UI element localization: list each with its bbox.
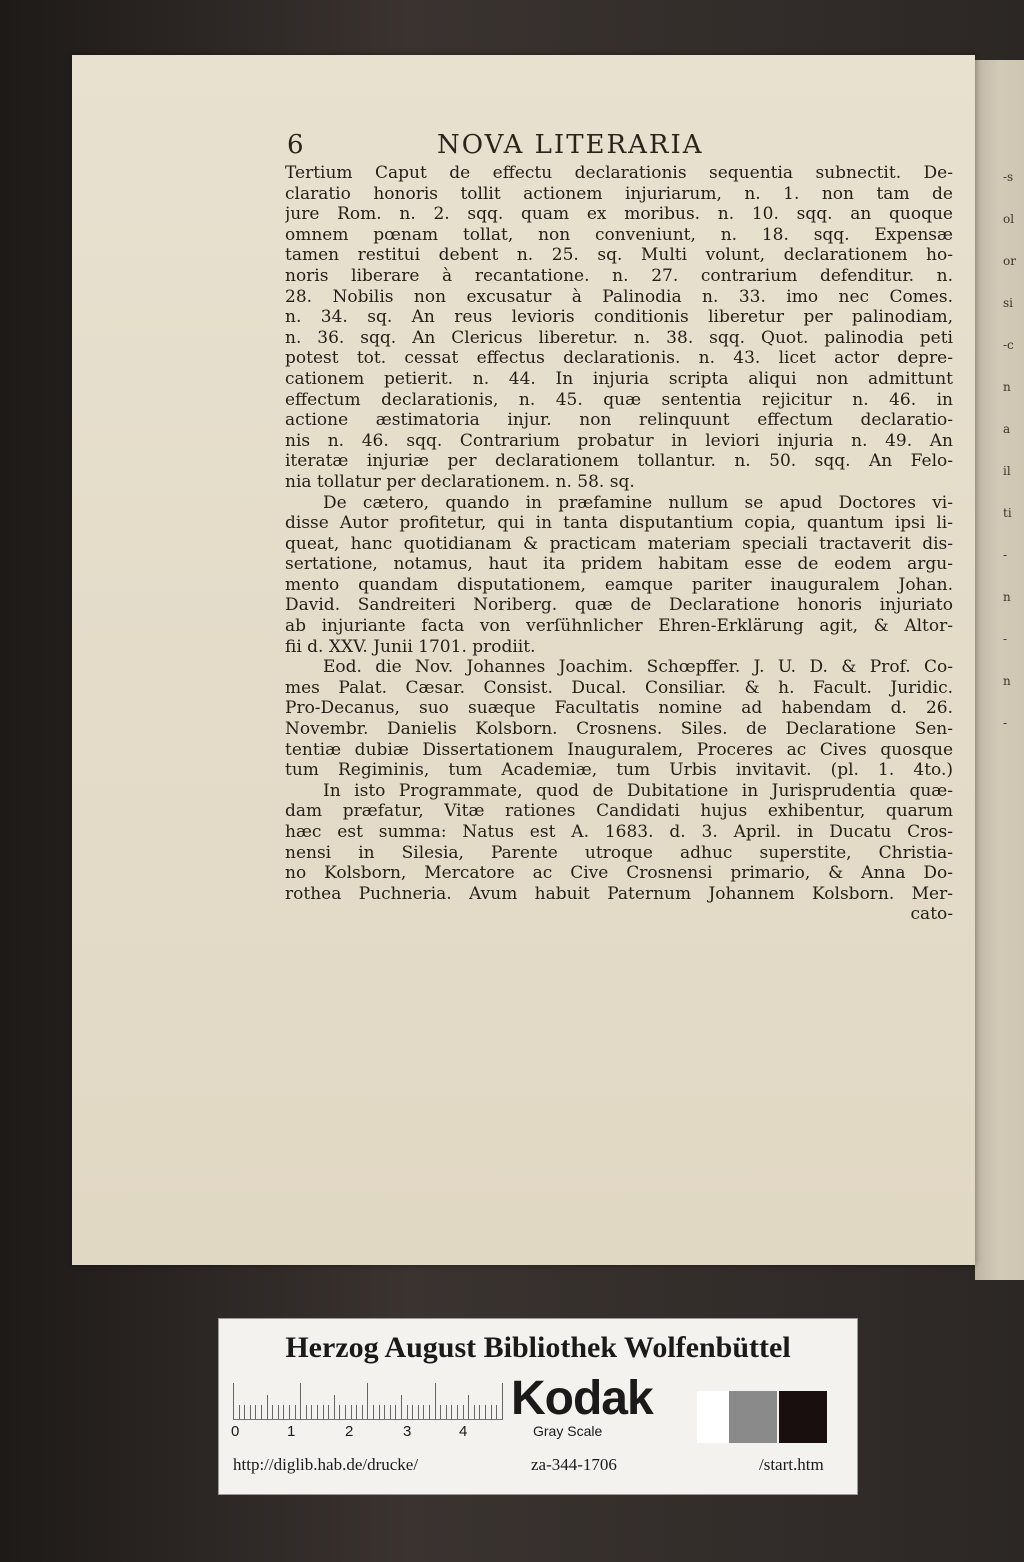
facing-page-fragment: n xyxy=(1003,674,1011,688)
ruler-tick xyxy=(351,1405,352,1419)
ruler-tick xyxy=(491,1405,492,1419)
gray-scale-caption: Gray Scale xyxy=(533,1423,603,1439)
ruler-tick xyxy=(457,1405,458,1419)
text-line: n. 34. sq. An reus levioris conditionis liberetur per palinodiam, xyxy=(285,307,953,328)
ruler-tick xyxy=(463,1405,464,1419)
kodak-logo: Kodak xyxy=(511,1372,653,1425)
facing-page-edge xyxy=(975,60,1024,1280)
ruler-tick xyxy=(272,1405,273,1419)
ruler-tick xyxy=(295,1405,296,1419)
ruler-tick xyxy=(289,1405,290,1419)
ruler-tick xyxy=(446,1405,447,1419)
ruler-tick xyxy=(261,1405,262,1419)
text-line: rothea Puchneria. Avum habuit Paternum Johannem Kolsborn. Mer- xyxy=(285,883,953,904)
text-line: nia tollatur per declarationem. n. 58. sq. xyxy=(285,471,635,492)
text-line: Eod. die Nov. Johannes Joachim. Schœpffer. J. U. D. & Prof. Co- xyxy=(323,657,953,678)
ruler-tick xyxy=(429,1405,430,1419)
running-header xyxy=(287,130,704,160)
text-line: 28. Nobilis non excusatur à Palinodia n. 33. imo nec Comes. xyxy=(285,286,953,307)
ruler-tick xyxy=(255,1405,256,1419)
gray-swatch xyxy=(729,1391,777,1443)
page-body xyxy=(285,163,953,925)
text-line: n. 36. sqq. An Clericus liberetur. n. 38. sqq. Quot. palinodia peti xyxy=(285,327,953,348)
ruler-tick xyxy=(390,1405,391,1419)
facing-page-fragment: - xyxy=(1003,632,1008,646)
ruler-tick xyxy=(485,1405,486,1419)
black-swatch xyxy=(779,1391,827,1443)
ruler-tick xyxy=(384,1405,385,1419)
text-line: nis n. 46. sqq. Contrarium probatur in leviori injuria n. 49. An xyxy=(285,430,953,451)
ruler-tick xyxy=(356,1405,357,1419)
library-name: Herzog August Bibliothek Wolfenbüttel xyxy=(285,1331,791,1364)
ruler-tick xyxy=(323,1405,324,1419)
ruler-tick xyxy=(401,1395,402,1419)
facing-page-fragment: - xyxy=(1003,548,1008,562)
ruler-tick xyxy=(362,1405,363,1419)
text-line: omnem pœnam tollat, non conveniunt, n. 18. sqq. Expensæ xyxy=(285,224,953,245)
ruler-tick xyxy=(379,1405,380,1419)
text-line: De cætero, quando in præfamine nullum se apud Doctores vi- xyxy=(323,492,953,513)
digitization-label xyxy=(218,1318,858,1495)
ruler-tick xyxy=(451,1405,452,1419)
ruler xyxy=(233,1379,503,1420)
text-line: noris liberare à recantatione. n. 27. contrarium defenditur. n. xyxy=(285,265,953,286)
text-line: queat, hanc quotidianam & practicam materiam speciali tractaverit dis- xyxy=(285,533,953,554)
ruler-tick xyxy=(479,1405,480,1419)
ruler-tick xyxy=(300,1383,301,1419)
ruler-tick xyxy=(423,1405,424,1419)
ruler-tick xyxy=(435,1383,436,1419)
text-line: iteratæ injuriæ per declarationem tollantur. n. 50. sqq. An Felo- xyxy=(285,451,953,472)
text-line: nensi in Silesia, Parente utroque adhuc superstite, Christia- xyxy=(285,842,953,863)
facing-page-fragment: ol xyxy=(1003,212,1015,226)
ruler-tick xyxy=(345,1405,346,1419)
text-line: Pro-Decanus, suo suæque Facultatis nomine ad habendam d. 26. xyxy=(285,698,953,719)
text-line: hæc est summa: Natus est A. 1683. d. 3. April. in Ducatu Cros- xyxy=(285,822,953,842)
text-line: dam præfatur, Vitæ rationes Candidati hujus exhibentur, quarum xyxy=(285,801,953,822)
page-number: 6 xyxy=(287,130,306,160)
text-line: disse Autor profitetur, qui in tanta disputantium copia, quantum ipsi li- xyxy=(285,513,953,534)
facing-page-fragment: - xyxy=(1003,716,1008,730)
ruler-number: 0 xyxy=(231,1423,240,1440)
facing-page-fragment: -c xyxy=(1003,338,1014,352)
ruler-tick xyxy=(311,1405,312,1419)
ruler-tick xyxy=(250,1405,251,1419)
text-line: actione æstimatoria injur. non relinquunt effectum declaratio- xyxy=(285,410,953,431)
text-line: effectum declarationis, n. 45. quæ sententia rejicitur n. 46. in xyxy=(285,389,953,410)
text-line: In isto Programmate, quod de Dubitatione in Jurisprudentia quæ- xyxy=(323,780,953,801)
ruler-tick xyxy=(328,1405,329,1419)
ruler-tick xyxy=(373,1405,374,1419)
ruler-tick xyxy=(474,1405,475,1419)
ruler-tick xyxy=(306,1405,307,1419)
text-line: mento quandam disputationem, eamque pariter inauguralem Johan. xyxy=(285,574,953,595)
url-prefix[interactable]: http://diglib.hab.de/drucke/ xyxy=(233,1455,419,1474)
text-line: claratio honoris tollit actionem injuriarum, n. 1. non tam de xyxy=(285,183,953,204)
ruler-tick xyxy=(283,1405,284,1419)
ruler-number: 3 xyxy=(403,1423,412,1440)
text-line: potest tot. cessat effectus declarationis. n. 43. licet actor depre- xyxy=(285,348,953,369)
ruler-number: 2 xyxy=(345,1423,354,1440)
shelfmark: za-344-1706 xyxy=(531,1455,617,1474)
ruler-tick xyxy=(233,1383,234,1419)
text-line: cato- xyxy=(910,904,953,925)
facing-page-fragment: n xyxy=(1003,380,1011,394)
facing-page-fragment: or xyxy=(1003,254,1016,268)
text-line: no Kolsborn, Mercatore ac Cive Crosnensi primario, & Anna Do- xyxy=(285,863,953,884)
facing-page-fragment: n xyxy=(1003,590,1011,604)
ruler-tick xyxy=(267,1395,268,1419)
ruler-tick xyxy=(502,1383,503,1419)
ruler-tick xyxy=(407,1405,408,1419)
text-line: jure Rom. n. 2. sqq. quam ex moribus. n. 10. sqq. an quoque xyxy=(285,204,953,225)
ruler-tick xyxy=(395,1405,396,1419)
ruler-tick xyxy=(418,1405,419,1419)
ruler-tick xyxy=(367,1383,368,1419)
facing-page-fragment: ti xyxy=(1003,506,1012,520)
ruler-tick xyxy=(339,1405,340,1419)
ruler-tick xyxy=(412,1405,413,1419)
text-line: cationem petierit. n. 44. In injuria scripta aliqui non admittunt xyxy=(285,368,953,389)
ruler-tick xyxy=(244,1405,245,1419)
text-line: ab injuriante facta von verſühnlicher Ehren-Erklärung agit, & Altor- xyxy=(285,616,953,637)
ruler-tick xyxy=(440,1405,441,1419)
text-line: tentiæ dubiæ Dissertationem Inauguralem, Proceres ac Cives quosque xyxy=(285,739,953,760)
text-line: fii d. XXV. Junii 1701. prodiit. xyxy=(285,636,536,657)
ruler-number: 4 xyxy=(459,1423,468,1440)
ruler-tick xyxy=(468,1395,469,1419)
facing-page-fragment: a xyxy=(1003,422,1011,436)
text-line: sertatione, notamus, haut ita pridem habitam esse de eodem argu- xyxy=(285,554,953,575)
running-title: NOVA LITERARIA xyxy=(437,130,704,160)
facing-page-fragment: si xyxy=(1003,296,1013,310)
ruler-tick xyxy=(496,1405,497,1419)
url-suffix[interactable]: /start.htm xyxy=(759,1455,824,1474)
ruler-tick xyxy=(239,1405,240,1419)
facing-page-fragment: -s xyxy=(1003,170,1014,184)
text-line: mes Palat. Cæsar. Consist. Ducal. Consiliar. & h. Facult. Juridic. xyxy=(285,677,953,698)
ruler-tick xyxy=(334,1395,335,1419)
text-line: tamen restitui debent n. 25. sq. Multi volunt, declarationem ho- xyxy=(285,245,953,266)
ruler-number: 1 xyxy=(287,1423,296,1440)
text-line: Tertium Caput de effectu declarationis sequentia subnectit. De- xyxy=(285,163,953,183)
facing-page-fragment: il xyxy=(1003,464,1011,478)
ruler-tick xyxy=(278,1405,279,1419)
text-line: David. Sandreiteri Noriberg. quæ de Declaratione honoris injuriato xyxy=(285,595,953,616)
text-line: tum Regiminis, tum Academiæ, tum Urbis invitavit. (pl. 1. 4to.) xyxy=(285,760,953,781)
ruler-tick xyxy=(317,1405,318,1419)
text-line: Novembr. Danielis Kolsborn. Crosnens. Siles. de Declaratione Sen- xyxy=(285,719,953,740)
